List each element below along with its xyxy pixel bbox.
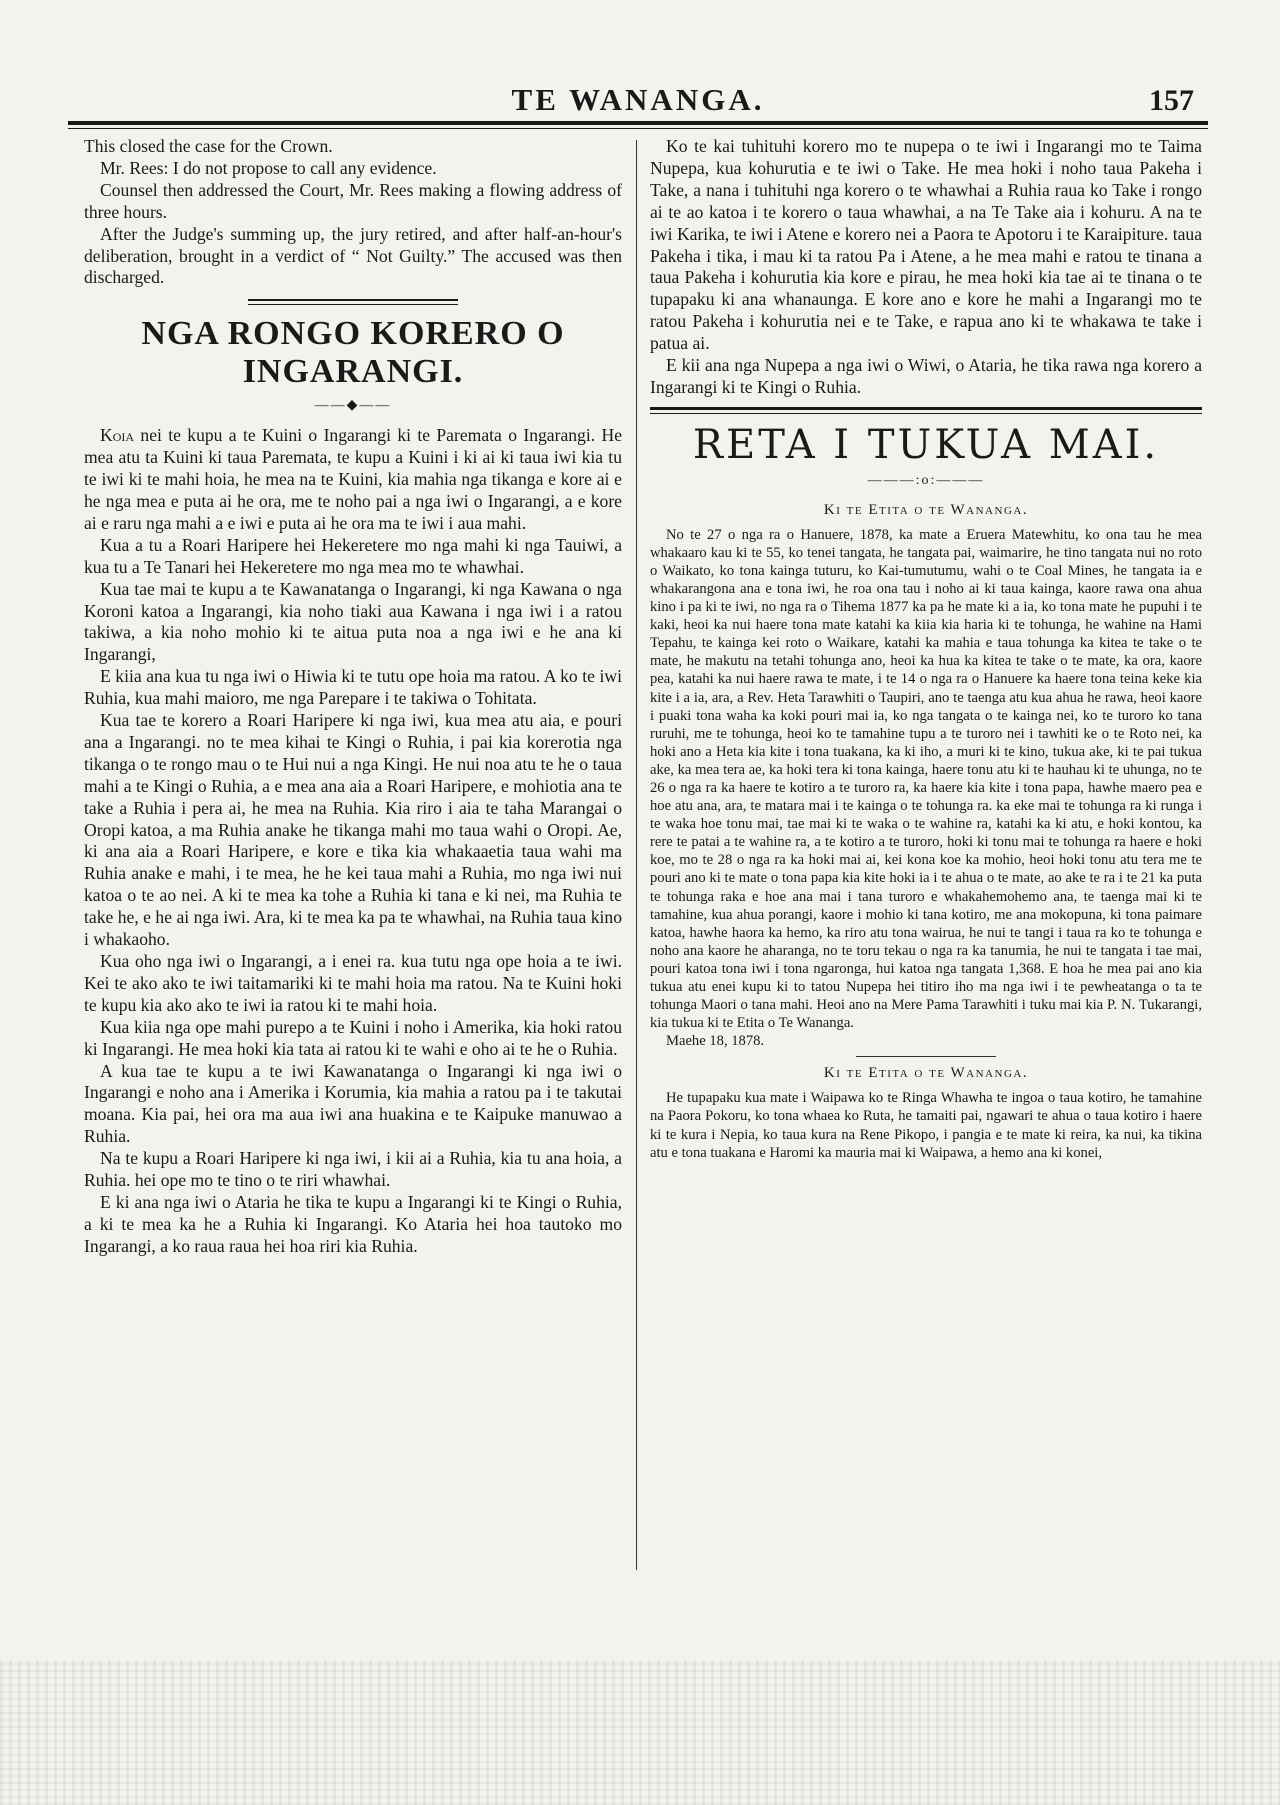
header-rule-thin [68, 128, 1208, 129]
section-lead-word: Koia [100, 425, 135, 446]
masthead: TE WANANGA. [511, 82, 765, 117]
article-paragraph: Kua tae te korero a Roari Haripere ki nga iwi, kua mea atu aia, e pouri ana a Ingarangi. no te mea kihai te Kingi o Ruhia, i pai kia korerotia nga tikanga o te rongo mau o te Hui nui a nga Kingi. He nui noa atu te he o taua mahi a te Kingi o Ruhia, a e mea ana aia a Roari Haripere, e mohiotia ana te take a Ruhia i pera ai, he mea na Ruhia. Kia riro i aia te taha Marangai o Oropi katoa, a ma Ruhia anake he tikanga mahi mo taua wahi o Oropi. Ae, ki ana aia a Roari Haripere, e kore e tika kia whakaaetia taua wahi ma Ruhia anake e mahi, i te mea, he he kei taua mahi a Ruhia, mo nga iwi nui katoa o te ao nei. A ki te mea ka tohe a Ruhia ki tana e ki nei, ma Ruhia te take he, e he ai nga iwi. Ara, ki te mea ka pa te whawhai, na Ruhia taua kino i whakaoho. [84, 710, 622, 950]
left-column [84, 136, 622, 1258]
ornament-text: :o: [915, 472, 937, 488]
editor-heading: Ki te Etita o te Wananga. [823, 1065, 1029, 1082]
letter-date: Maehe 18, 1878. [666, 1033, 765, 1050]
article-paragraph: Na te kupu a Roari Haripere ki nga iwi, i kii ai a Ruhia, kia tu ana hoia, a Ruhia. hei ope mo te tino o te riri whawhai. [84, 1148, 622, 1191]
section-title [84, 315, 622, 391]
right-column [650, 136, 1202, 1162]
letter-paragraph: No te 27 o nga ra o Hanuere, 1878, ka mate a Eruera Matewhitu, ko ona tau he mea whakaaro kau ki te 55, ko tenei tangata, he tangata pai, waimarire, he tino tangata nui no roto o Waikato, ko tona kainga tuturu, ko Kai-tumutumu, wahi o te Coal Mines, he tangata ia e whakarangona ana e tona iwi, he roa ona tau i noho ai ki taua kainga, kaore rawa ona ahua kino i pa ki te iwi, no nga ra o Tihema 1877 ka pa he mate ki a ia, ko tona mate he pupuhi i te kaki, heoi ka nui haere tona mate katahi ka kiia kia haria ki te tohunga, he wahine na Hami Tepahu, te kainga kei roto o Waikare, katahi ka mahia e taua tohunga ka kitea te take o te mate, he makutu na tetahi tohunga ano, heoi ka hua ka kitea te take o te mate, ka ora, kaore pea, katahi ka nui haere rawa te mate, i te 14 o nga ra o Hanuere ka haere tona teina keke kia kite i a ia, ara, a Rev. Heta Tarawhiti o Taupiri, ano te taenga atu kua ahua he rawa, heoi kaore i puaki tona waha ka koki pouri mai ia, ko nga tangata o te kainga nei, ko te turoro ko tana ruruhi, me te tohunga, heoi ko te tamahine tupu a te turoro nei i tawhiti ke o te Roto nei, ka hoki ano a Heta kia kite i tona tuakana, ka ki iho, a muri ki te kino, tukua ake, ki te pai tukua ake, ka mea tera ae, ka hoki tera ki tona kainga, haere tonu atu ki te hauhau ki te uhunga, no te 26 o nga ra ka haere te kotiro a te turoro ra, ka haere kia kite i tona papa, hawhe maero pea e hoe atu ana, ara, te matara mai i te kainga o te tohunga ra. ka eke mai te tohunga ra ki runga i te waka hoe tonu mai, tae mai ki te waka o te wahine ra, katahi ka ki atu, e hoki kontou, ka rere te patai a te wahine ra, a te kotiro a te turoro, hoki ki tonu mai te tohunga ra haere e hoki koe, mo te 28 o nga ra ka hoki mai ai, kei kona koe ka mohio, heoi hoki tonu atu tera me te pouri ano ki te mate o tona papa kia kite hoki ia i te ahua o te mate, ao ake te ra i te 21 ka puta te tohunga raka e hoe ana mai i tana turoro e whakahemohemo ana, te taenga mai ki te tamahine, kua ahua porangi, kaore i mohio ki tana kotiro, me ana mokopuna, ki tona paimare katoa, hawhe haora ka hemo, ka riro atu tona wairua, he nui te tangi i taua ra ko te tohunga e noho ana kaore he aharanga, no te toru tekau o nga ra ka tanumia, he nui te tangata i tae mai, pouri katoa tona iwi i tona ngaronga, hui katoa nga tangata 1,368. E hoa he mea pai ano kia tukua atu enei kupu ki to tatou Nupepa hei titiro iho ma nga iwi i te pewheatanga o ta te tohunga Maori o tana mahi. Heoi ano na Mere Pama Tarawhiti i tuku mai kia P. N. Tukarangi, kia tukua ki te Etita o Te Wananga. [650, 526, 1202, 1032]
article-paragraph: Ko te kai tuhituhi korero mo te nupepa o te iwi i Ingarangi mo te Taima Nupepa, kua kohurutia e te iwi o Take. He mea hoki i noho taua Pakeha i Take, a nana i tuhituhi nga korero o te whawhai a Ruhia raua ko Take i rongo ai te ao katoa i te korero o taua whawhai, a na Te Take aia i kohuru. A na te iwi Karika, te iwi i Atene e korero nei a Paora te Apotoru i te Karaipiture. taua Pakeha i tika, i mau ki ta ratou Pa i Atene, a he mea mahi e ratou te tinana a taua Pakeha i kohurutia kia kore e pirau, he mea hoki kia tae ai te tinana o te tupapaku ki ana whanaunga. E kore ano e kore he mahi a Ingarangi mo te ratou Pakeha i kohurutia nei e te Take, e rapua ano ki te whakawa te take i patua ai. [650, 136, 1202, 354]
section-divider [650, 407, 1202, 414]
article-paragraph: Kua a tu a Roari Haripere hei Hekeretere mo nga mahi ki nga Tauiwi, a kua tu a Te Tanari hei Hekeretere mo nga mea mo te whawhai. [84, 534, 622, 577]
article-paragraph: Kua kiia nga ope mahi purepo a te Kuini i noho i Amerika, kia hoki ratou ki Ingarangi. He mea hoki kia tata ai ratou ki te wahi e oho ai te he o Ruhia. [84, 1016, 622, 1059]
section-first-paragraph [84, 425, 622, 535]
letters-section-title: RETA I TUKUA MAI. [692, 421, 1160, 468]
section-title-line-2: INGARANGI. [242, 353, 464, 391]
trial-paragraph: After the Judge's summing up, the jury retired, and after half-an-hour's deliberation, brought in a verdict of “ Not Guilty.” The accused was then discharged. [84, 223, 622, 288]
letter-paragraph: He tupapaku kua mate i Waipawa ko te Ringa Whawha te ingoa o taua kotiro, he tamahine na Paora Pokoru, ko tona whaea ko Ruta, he tamaiti pai, ngawari te ahua o taua kotiro i haere ki te kura i Nepia, ko taua kura na Rene Pikopo, i pangia e te mate ki reira, ka nui, ka tikina atu e tona tuakana e Haromi ka mauria mai ki Waipawa, a hemo ana ki konei, [650, 1090, 1202, 1161]
letters-ornament: ———:o:——— [867, 472, 985, 488]
article-paragraph: E ki ana nga iwi o Ataria he tika te kupu a Ingarangi ki te Kingi o Ruhia, a ki te mea ka he a Ruhia ki Ingarangi. Ko Ataria hei hoa tautoko mo Ingarangi, a ko raua raua hei hoa riri kia Ruhia. [84, 1191, 622, 1256]
header-rule-thick [68, 121, 1208, 125]
editor-heading: Ki te Etita o te Wananga. [823, 501, 1029, 518]
trial-paragraph: This closed the case for the Crown. [84, 136, 333, 156]
article-paragraph: E kiia ana kua tu nga iwi o Hiwia ki te tutu ope hoia ma ratou. A ko te iwi Ruhia, kua mahi maioro, me nga Parepare i te takiwa o Tohitata. [84, 666, 622, 709]
article-paragraph: Kua tae mai te kupu a te Kawanatanga o Ingarangi, ki nga Kawana o nga Koroni katoa a Ingarangi, kia noho tiaki aua Kawana i nga iwi i a ratou takiwa, a kia noho mohio ki te aitua puta noa a nga iwi e he ana ki Ingarangi, [84, 578, 622, 665]
section-first-text: nei te kupu a te Kuini o Ingarangi ki te Paremata o Ingarangi. He mea atu ta Kuini ki taua Paremata, te kupu a Kuini i ki ai ki taua iwi kia tu te iwi ki te mahi hoia, he mea na te Kuini, kia mahia nga tikanga e kore ai e he nga mea e puta ai he ora, me te noho pai a nga iwi o Ingarangi, a e kore ai e raru nga mahi a e iwi e puta ai he ora ma te iwi i aua mahi. [84, 425, 622, 533]
page-header [68, 82, 1208, 122]
trial-paragraph: Counsel then addressed the Court, Mr. Rees making a flowing address of three hours. [84, 179, 622, 222]
article-paragraph: Kua oho nga iwi o Ingarangi, a i enei ra. kua tutu nga ope hoia a te iwi. Kei te ako ako te iwi taitamariki ki te mahi hoia ma ratou. Na te Kuini hoki te kupu kia ako ako te iwi ia ratou ki te mahi hoia. [84, 951, 622, 1015]
column-divider [636, 140, 637, 1570]
article-paragraph: A kua tae te kupu a te iwi Kawanatanga o Ingarangi ki nga iwi o Ingarangi e noho ana i Amerika i Korumia, kia mahia a ratou pa i te takutai moana. Kia pai, hei ora ma aua iwi ana huakina e te Kaipuke manuwao a Ruhia. [84, 1060, 622, 1147]
letter-divider [856, 1056, 996, 1057]
section-title-line-1: NGA RONGO KORERO O [141, 315, 565, 353]
article-paragraph: E kii ana nga Nupepa a nga iwi o Wiwi, o Ataria, he tika rawa nga korero a Ingarangi ki te Kingi o Ruhia. [650, 355, 1202, 397]
page-number: 157 [1149, 84, 1194, 117]
section-divider [248, 299, 458, 305]
diamond-ornament-icon: ——◆—— [314, 398, 392, 414]
page-bottom-texture [0, 1660, 1280, 1805]
trial-paragraph: Mr. Rees: I do not propose to call any evidence. [100, 157, 437, 178]
